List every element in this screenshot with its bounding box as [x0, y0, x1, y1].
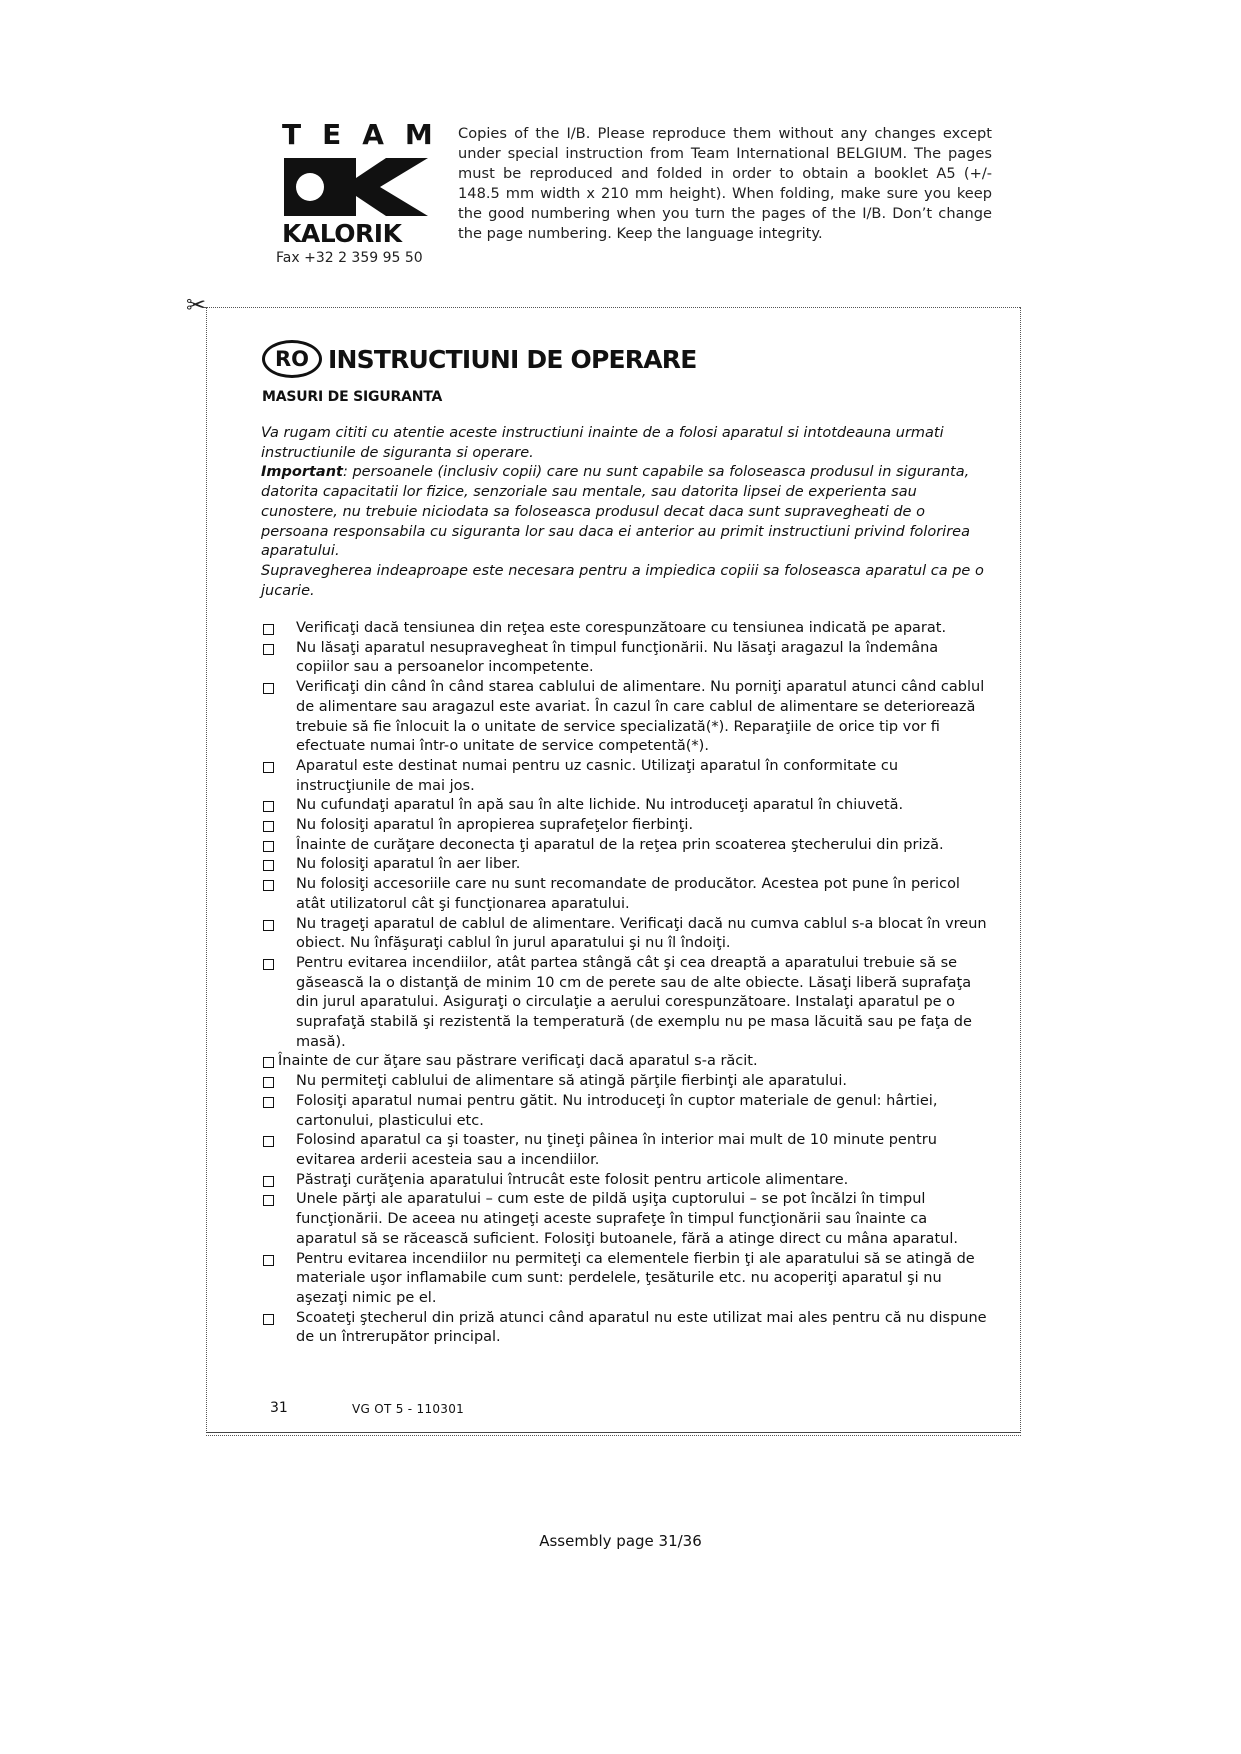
list-item: Aparatul este destinat numai pentru uz casnic. Utilizaţi aparatul în conformitate cu instrucţiunile de mai jos.	[262, 757, 992, 796]
checkbox-bullet-icon	[263, 1077, 274, 1088]
checkbox-bullet-icon	[263, 821, 274, 832]
kalorik-k-mark	[282, 156, 430, 218]
important-paragraph	[261, 463, 991, 562]
list-item: Nu folosiţi aparatul în aer liber.	[262, 855, 992, 875]
list-item: Nu permiteţi cablului de alimentare să atingă părţile fierbinţi ale aparatului.	[262, 1072, 992, 1092]
list-item: Folosiţi aparatul numai pentru gătit. Nu introduceţi în cuptor materiale de genul: hârtiei, cartonului, plasticului etc.	[262, 1092, 992, 1131]
team-kalorik-logo	[282, 118, 454, 248]
page-title: INSTRUCTIUNI DE OPERARE	[328, 344, 697, 374]
checkbox-bullet-icon	[263, 1195, 274, 1206]
intro-text	[261, 424, 991, 601]
checkbox-bullet-icon	[263, 841, 274, 852]
checkbox-bullet-icon	[263, 959, 274, 970]
list-item: Înainte de curăţare deconecta ţi aparatul de la reţea prin scoaterea ştecherului din priză.	[262, 836, 992, 856]
checkbox-bullet-icon	[263, 920, 274, 931]
copies-instructions-note: Copies of the I/B. Please reproduce them without any changes except under special instruction from Team International BELGIUM. The pages must be reproduced and folded in order to obtain a booklet A5 (+/- 148.5 mm width x 210 mm height). When folding, make sure you keep the good numbering when you turn the pages of the I/B. Don’t change the page numbering. Keep the language integrity.	[458, 125, 992, 242]
section-title	[262, 340, 696, 378]
list-item: Nu folosiţi accesoriile care nu sunt recomandate de producător. Acestea pot pune în pericol atât utilizatorul cât şi funcţionarea aparatului.	[262, 875, 992, 914]
logo-team-text: TEAM	[282, 118, 454, 151]
list-item: Pentru evitarea incendiilor, atât partea stângă cât şi cea dreaptă a aparatului trebuie să se găsească la o distanţă de minim 10 cm de perete sau de alte obiecte. Lăsaţi liberă suprafaţa din jurul aparatului. Asiguraţi o circulaţie a aerului corespunzătoare. Instalaţi aparatul pe o suprafaţă stabilă şi rezistentă la temperatură (de exemplu nu pe masa lăcuită sau pe faţa de masă).	[262, 954, 992, 1053]
page-number: 31	[270, 1400, 288, 1416]
list-item: Nu trageţi aparatul de cablul de alimentare. Verificaţi dacă nu cumva cablul s-a blocat în vreun obiect. Nu înfăşuraţi cablul în jurul aparatului şi nu îl îndoiţi.	[262, 915, 992, 954]
document-code: VG OT 5 - 110301	[352, 1402, 465, 1416]
supervision-paragraph: Supravegherea indeaproape este necesara pentru a impiedica copiii sa foloseasca aparatul ca pe o jucarie.	[261, 562, 984, 599]
list-item: Verificaţi din când în când starea cablului de alimentare. Nu porniţi aparatul atunci când cablul de alimentare sau aragazul este avariat. În cazul în care cablul de alimentare se deteriorează trebuie să fie înlocuit la o unitate de service specializată(*). Reparaţiile de orice tip vor fi efectuate numai într-o unitate de service competentă(*).	[262, 678, 992, 757]
scissors-icon: ✂	[186, 291, 207, 319]
list-item: Unele părţi ale aparatului – cum este de pildă uşiţa cuptorului – se pot încălzi în timpul funcţionării. De aceea nu atingeţi aceste suprafeţe în timpul funcţionării sau înainte ca aparatul să se răcească suficient. Folosiţi butoanele, fără a atinge direct cu mâna aparatul.	[262, 1190, 992, 1249]
safety-list	[262, 619, 992, 1348]
logo-kalorik-text: KALORIK	[282, 219, 402, 248]
checkbox-bullet-icon	[263, 1057, 274, 1068]
page-frame-bottom	[206, 1432, 1021, 1436]
checkbox-bullet-icon	[263, 1314, 274, 1325]
checkbox-bullet-icon	[263, 860, 274, 871]
list-item: Nu lăsaţi aparatul nesupravegheat în timpul funcţionării. Nu lăsaţi aragazul la îndemâna copiilor sau a persoanelor incompetente.	[262, 639, 992, 678]
intro-paragraph: Va rugam cititi cu atentie aceste instructiuni inainte de a folosi aparatul si intotdeauna urmati instructiunile de siguranta si operare.	[261, 425, 944, 461]
checkbox-bullet-icon	[263, 1136, 274, 1147]
checkbox-bullet-icon	[263, 880, 274, 891]
list-item: Pentru evitarea incendiilor nu permiteţi ca elementele fierbin ţi ale aparatului să se atingă de materiale uşor inflamabile cum sunt: perdelele, ţesăturile etc. nu acoperiţi aparatul şi nu aşezaţi nimic pe el.	[262, 1250, 992, 1309]
checkbox-bullet-icon	[263, 683, 274, 694]
important-text: : persoanele (inclusiv copii) care nu sunt capabile sa foloseasca produsul in siguranta, datorita capacitatii lor fizice, senzoriale sau mentale, sau datorita lipsei de experienta sau cunostere, nu trebuie niciodata sa foloseasca produsul decat daca sunt supravegheati de o persoana responsabila cu siguranta lor sau daca ei anterior au primit instructiuni privind folorirea aparatului.	[261, 464, 970, 560]
list-item: Verificaţi dacă tensiunea din reţea este corespunzătoare cu tensiunea indicată pe aparat.	[262, 619, 992, 639]
list-item: Nu cufundaţi aparatul în apă sau în alte lichide. Nu introduceţi aparatul în chiuvetă.	[262, 796, 992, 816]
assembly-page-label: Assembly page 31/36	[539, 1532, 702, 1550]
checkbox-bullet-icon	[263, 1097, 274, 1108]
language-badge: RO	[262, 340, 322, 378]
safety-heading: MASURI DE SIGURANTA	[262, 389, 443, 405]
checkbox-bullet-icon	[263, 762, 274, 773]
list-item: Scoateţi ştecherul din priză atunci când aparatul nu este utilizat mai ales pentru că nu dispune de un întrerupător principal.	[262, 1309, 992, 1348]
checkbox-bullet-icon	[263, 1176, 274, 1187]
checkbox-bullet-icon	[263, 624, 274, 635]
list-item: Folosind aparatul ca şi toaster, nu ţineţi pâinea în interior mai mult de 10 minute pentru evitarea arderii acesteia sau a incendiilor.	[262, 1131, 992, 1170]
checkbox-bullet-icon	[263, 801, 274, 812]
checkbox-bullet-icon	[263, 1255, 274, 1266]
list-item: Înainte de cur ăţare sau păstrare verificaţi dacă aparatul s-a răcit.	[262, 1052, 992, 1072]
fax-number: Fax +32 2 359 95 50	[276, 250, 423, 266]
checkbox-bullet-icon	[263, 644, 274, 655]
important-label: Important	[261, 464, 343, 481]
list-item: Păstraţi curăţenia aparatului întrucât este folosit pentru articole alimentare.	[262, 1171, 992, 1191]
list-item: Nu folosiţi aparatul în apropierea suprafeţelor fierbinţi.	[262, 816, 992, 836]
